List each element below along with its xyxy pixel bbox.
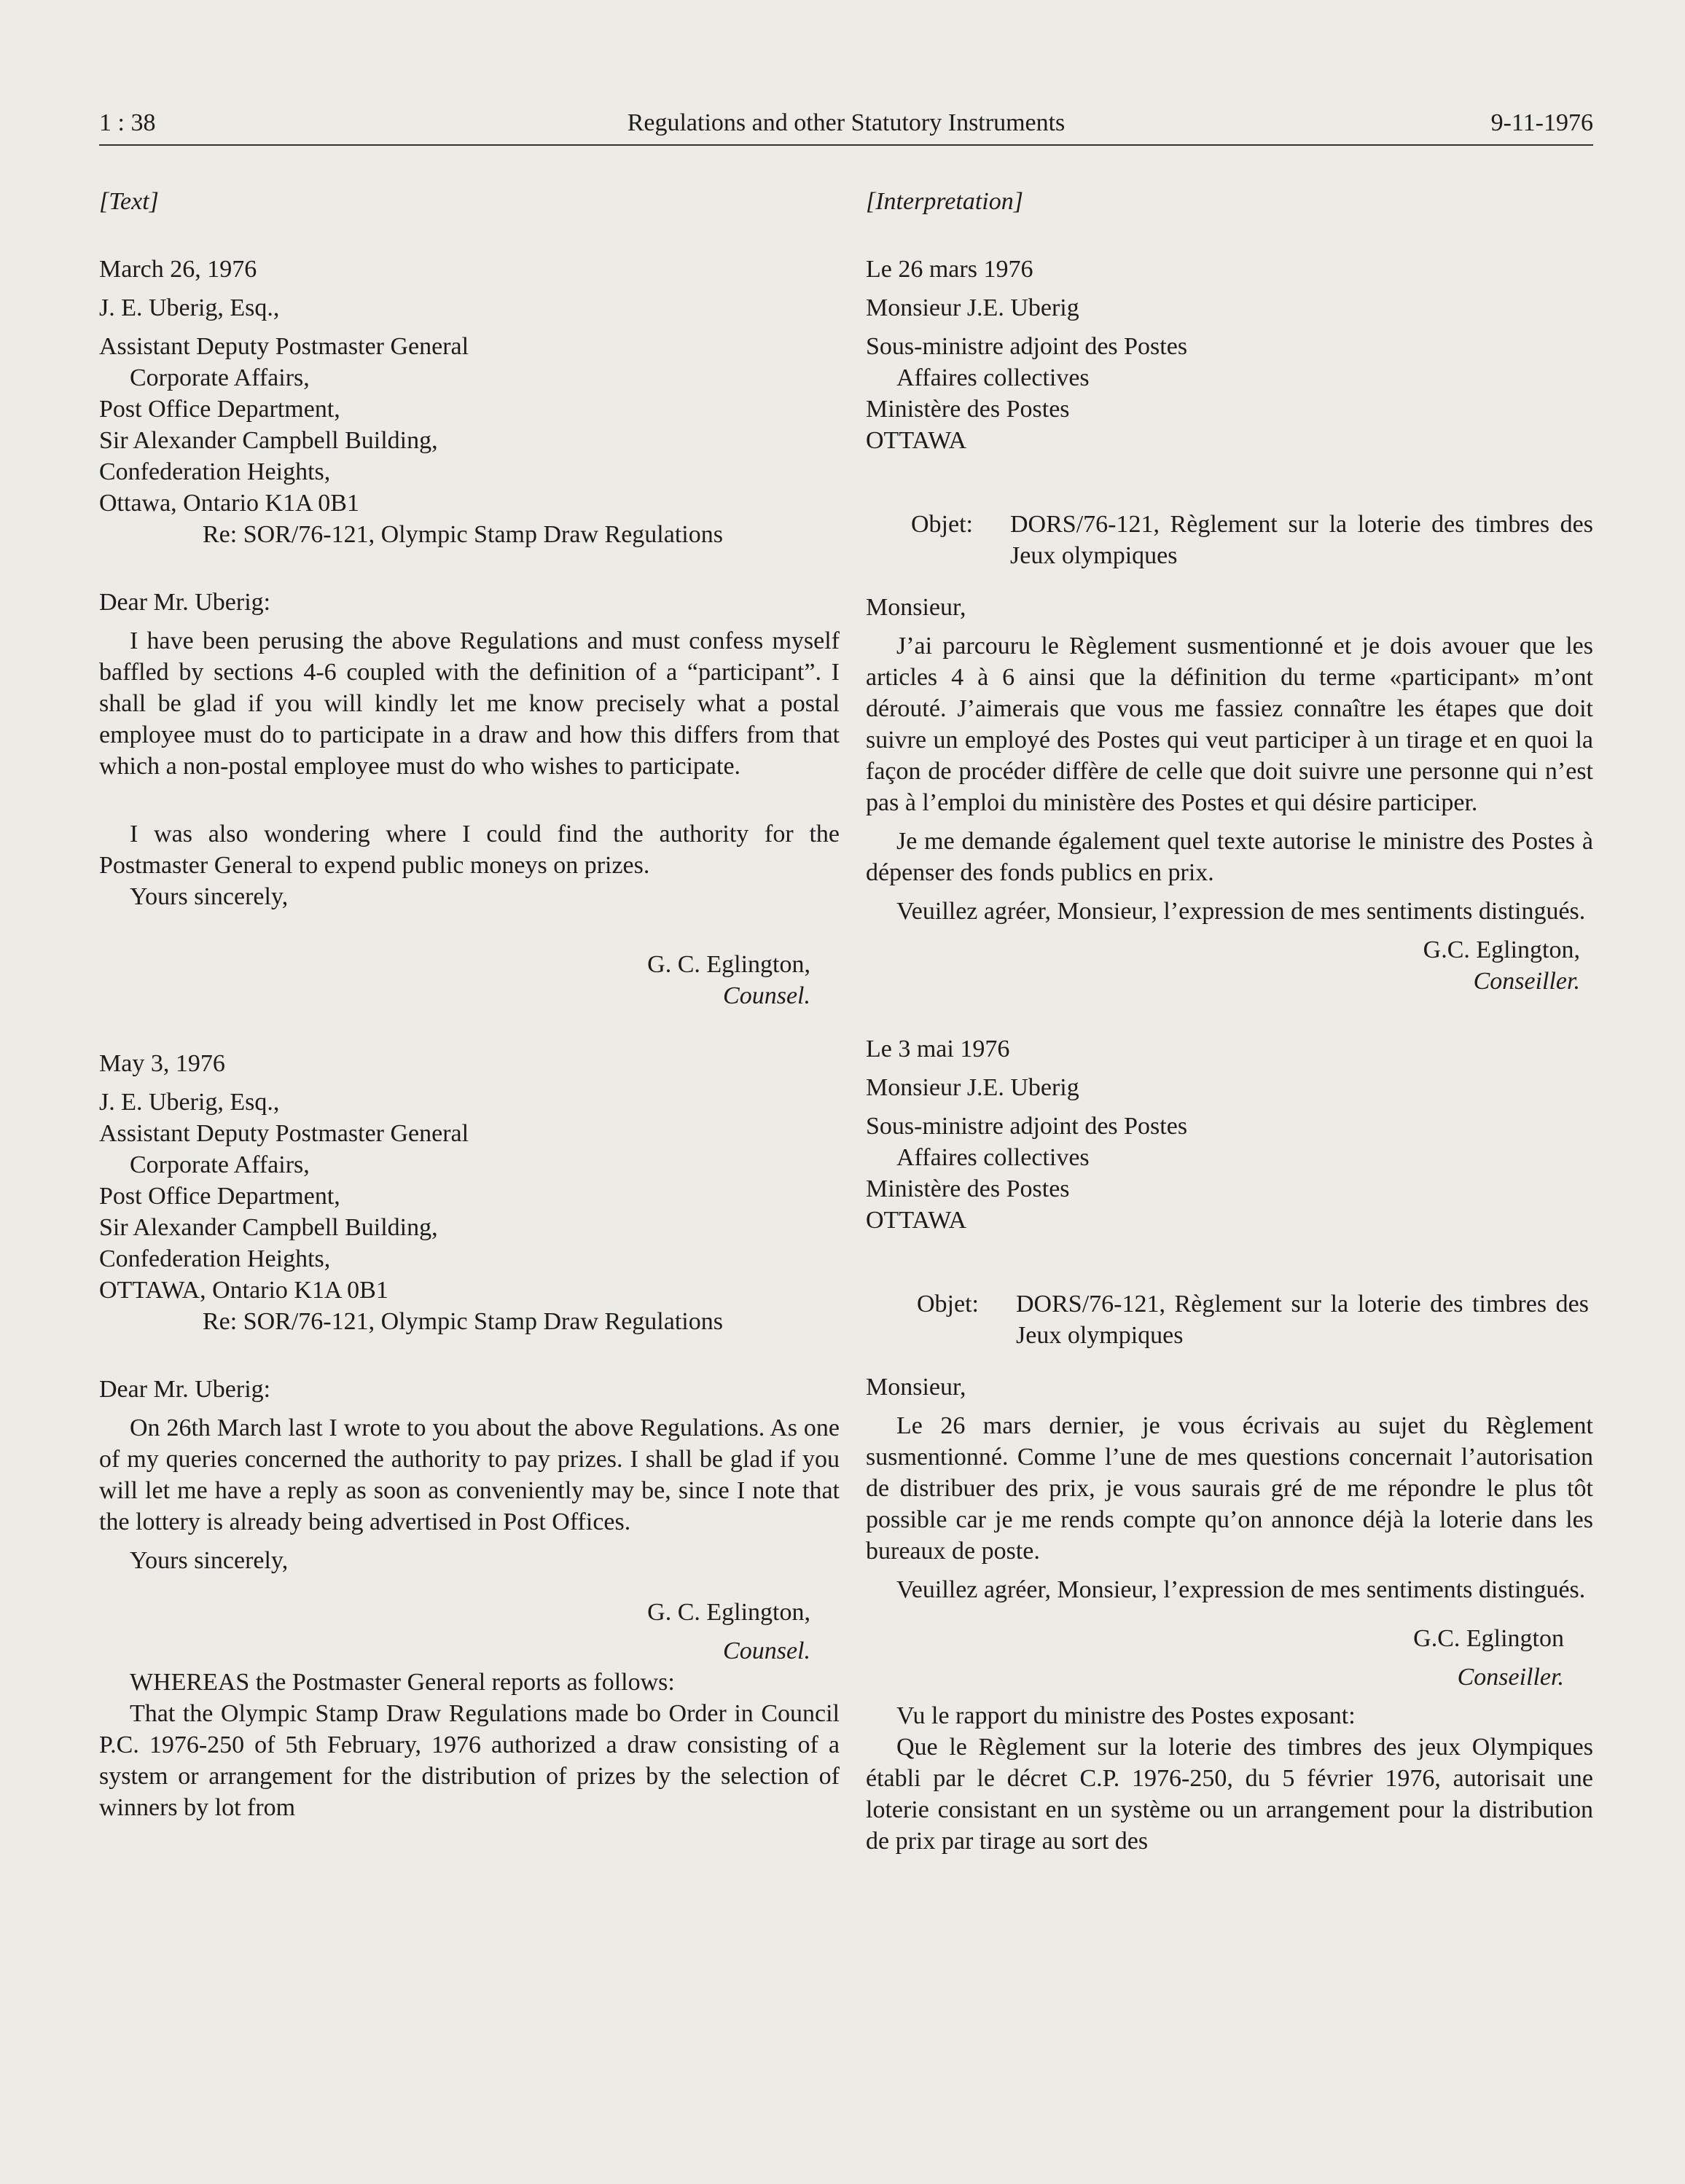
whereas-heading: WHEREAS the Postmaster General reports as follows:	[130, 1669, 675, 1696]
address-line: Confederation Heights,	[99, 1245, 331, 1272]
address-line: Ministère des Postes	[866, 396, 1070, 423]
signer-role: Conseiller.	[1457, 1664, 1564, 1691]
address-line: Assistant Deputy Postmaster General	[99, 1120, 469, 1147]
address-line: Post Office Department,	[99, 396, 340, 423]
closing: Yours sincerely,	[130, 883, 289, 910]
letter-date: Le 26 mars 1976	[866, 256, 1033, 283]
address-line: Sir Alexander Campbell Building,	[99, 427, 438, 454]
signer-role: Counsel.	[723, 982, 810, 1009]
address-line: OTTAWA, Ontario K1A 0B1	[99, 1277, 388, 1304]
vu-heading: Vu le rapport du ministre des Postes exposant:	[896, 1702, 1356, 1729]
letter-paragraph: I have been perusing the above Regulations and must confess myself baffled by sections 4-6 coupled with the definition of a “participant”. I shall be glad if you will kindly let me know precisely what a postal employee must do to participate in a draw and how this differs from that which a non-postal employee must do who wishes to participate.	[99, 627, 840, 780]
letter-date: Le 3 mai 1976	[866, 1036, 1010, 1062]
objet-label: Objet:	[917, 1291, 979, 1318]
signature: G.C. Eglington,	[1423, 936, 1580, 963]
objet-text: DORS/76-121, Règlement sur la loterie des timbres des Jeux olympiques	[1016, 1291, 1589, 1349]
address-line: Sir Alexander Campbell Building,	[99, 1214, 438, 1241]
page-number: 1 : 38	[99, 109, 156, 136]
letter-paragraph: Le 26 mars dernier, je vous écrivais au sujet du Règlement susmentionné. Comme l’une de mes questions concernait l’autorisation de distribuer des prix, je vous saurais gré de me répondre le plus tôt possible car je me rends compte qu’on annonce déjà la loterie dans les bureaux de poste.	[866, 1412, 1593, 1565]
section-label: [Interpretation]	[866, 188, 1023, 215]
closing: Veuillez agréer, Monsieur, l’expression de mes sentiments distingués.	[896, 898, 1586, 925]
address-line: Affaires collectives	[896, 1144, 1090, 1171]
recipient: J. E. Uberig, Esq.,	[99, 1089, 280, 1116]
letter-paragraph: On 26th March last I wrote to you about the above Regulations. As one of my queries concerned the authority to pay prizes. I shall be glad if you will let me have a reply as soon as conveniently may be, since I note that the lottery is already being advertised in Post Offices.	[99, 1414, 840, 1535]
address-line: Post Office Department,	[99, 1183, 340, 1210]
signer-role: Conseiller.	[1473, 968, 1580, 995]
whereas-paragraph: That the Olympic Stamp Draw Regulations made bo Order in Council P.C. 1976-250 of 5th February, 1976 authorized a draw consisting of a system or arrangement for the distribution of prizes by the selection of winners by lot from	[99, 1700, 840, 1821]
section-label: [Text]	[99, 188, 159, 215]
objet-text: DORS/76-121, Règlement sur la loterie des timbres des Jeux olympiques	[1010, 511, 1593, 569]
objet-label: Objet:	[911, 511, 973, 538]
objet-line	[866, 1288, 1593, 1351]
salutation: Monsieur,	[866, 594, 966, 621]
closing: Veuillez agréer, Monsieur, l’expression de mes sentiments distingués.	[896, 1576, 1586, 1603]
letter-date: March 26, 1976	[99, 256, 257, 283]
signature: G.C. Eglington	[1413, 1625, 1564, 1652]
signature: G. C. Eglington,	[647, 1599, 810, 1626]
address-line: Sous-ministre adjoint des Postes	[866, 1113, 1188, 1140]
address-line: Assistant Deputy Postmaster General	[99, 333, 469, 360]
letter-paragraph: Je me demande également quel texte autorise le ministre des Postes à dépenser des fonds publics en prix.	[866, 828, 1593, 886]
french-column	[866, 186, 1593, 1857]
letter-date: May 3, 1976	[99, 1050, 225, 1077]
address-line: Ministère des Postes	[866, 1175, 1070, 1202]
issue-date: 9-11-1976	[1490, 109, 1593, 136]
letter-paragraph: I was also wondering where I could find the authority for the Postmaster General to expend public moneys on prizes.	[99, 821, 840, 879]
salutation: Dear Mr. Uberig:	[99, 1376, 271, 1403]
address-line: Confederation Heights,	[99, 458, 331, 485]
vu-paragraph: Que le Règlement sur la loterie des timbres des jeux Olympiques établi par le décret C.P. 1976-250, du 5 février 1976, autorisait une loterie consistant en un système ou un arrangement pour la distribution de prix par tirage au sort des	[866, 1734, 1593, 1855]
address-line: Ottawa, Ontario K1A 0B1	[99, 490, 359, 517]
english-column	[99, 186, 840, 1823]
letter-paragraph: J’ai parcouru le Règlement susmentionné et je dois avouer que les articles 4 à 6 ainsi que la définition du terme «participant» m’ont dérouté. J’aimerais que vous me fassiez connaître les étapes que doit suivre un employé des Postes qui veut participer à un tirage et en quoi la façon de procéder diffère de celle que doit suivre une personne qui n’est pas à l’emploi du ministère des Postes et qui désire participer.	[866, 633, 1593, 816]
publication-title: Regulations and other Statutory Instruments	[627, 109, 1066, 136]
address-line: OTTAWA	[866, 427, 967, 454]
recipient: Monsieur J.E. Uberig	[866, 294, 1079, 321]
recipient: J. E. Uberig, Esq.,	[99, 294, 280, 321]
signature: G. C. Eglington,	[647, 951, 810, 978]
salutation: Dear Mr. Uberig:	[99, 589, 271, 616]
running-header	[99, 109, 1593, 146]
objet-line	[866, 509, 1593, 571]
re-line: Re: SOR/76-121, Olympic Stamp Draw Regulations	[203, 521, 723, 548]
salutation: Monsieur,	[866, 1374, 966, 1401]
address-line: Affaires collectives	[896, 364, 1090, 391]
re-line: Re: SOR/76-121, Olympic Stamp Draw Regulations	[203, 1308, 723, 1335]
address-line: Corporate Affairs,	[130, 1151, 310, 1178]
signer-role: Counsel.	[723, 1637, 810, 1664]
closing: Yours sincerely,	[130, 1547, 289, 1574]
address-line: Sous-ministre adjoint des Postes	[866, 333, 1188, 360]
address-line: OTTAWA	[866, 1207, 967, 1234]
recipient: Monsieur J.E. Uberig	[866, 1074, 1079, 1101]
address-line: Corporate Affairs,	[130, 364, 310, 391]
